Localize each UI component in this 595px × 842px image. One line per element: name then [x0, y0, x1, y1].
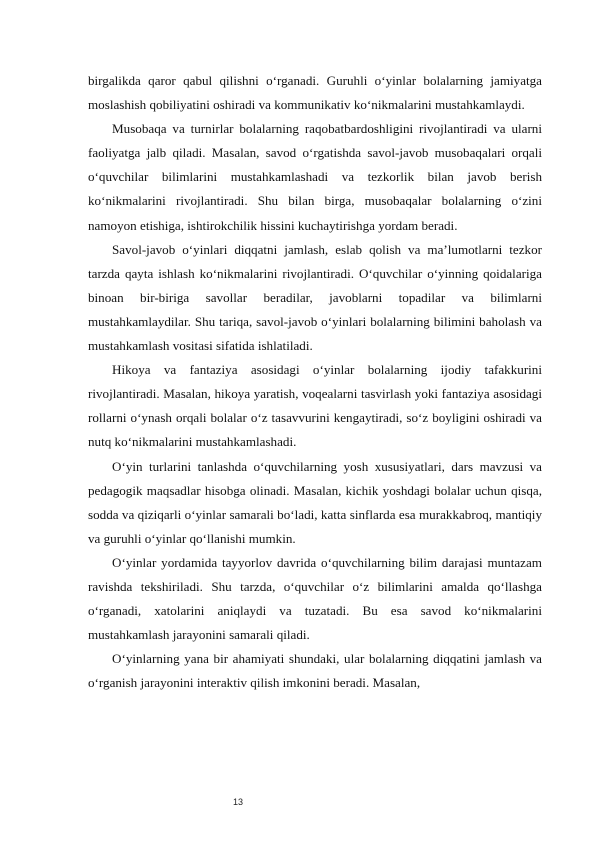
- paragraph-knowledge-checking: O‘yinlar yordamida tayyorlov davrida o‘quvchilarning bilim darajasi muntazam ravishda tekshiriladi. Shu tarzda, o‘quvchilar o‘z bilimlarini amalda qo‘llashga o‘rganadi, xatolarini aniqlaydi va tuzatadi. Bu esa savod ko‘nikmalarini mustahkamlash jarayonini samarali qiladi.: [88, 554, 542, 643]
- paragraph-continuation: birgalikda qaror qabul qilishni o‘rganadi. Guruhli o‘yinlar bolalarning jamiyatga moslashish qobiliyatini oshiradi va kommunikativ ko‘nikmalarini mustahkamlaydi.: [88, 73, 542, 113]
- document-body: [88, 69, 542, 695]
- paragraph-question-answer-games: Savol-javob o‘yinlari diqqatni jamlash, eslab qolish va ma’lumotlarni tezkor tarzda qayta ishlash ko‘nikmalarini rivojlantiradi. O‘quvchilar o‘yinning qoidalariga binoan bir-biriga savollar beradilar, javoblarni topadilar va bilimlarni mustahkamlaydilar. Shu tariqa, savol-javob o‘yinlari bolalarning bilimini baholash va mustahkamlash vositasi sifatida ishlatiladi.: [88, 241, 542, 354]
- paragraph-game-selection: O‘yin turlarini tanlashda o‘quvchilarning yosh xususiyatlari, dars mavzusi va pedagogik maqsadlar hisobga olinadi. Masalan, kichik yoshdagi bolalar uchun qisqa, sodda va qiziqarli o‘yinlar samarali bo‘ladi, katta sinflarda esa murakkabroq, mantiqiy va guruhli o‘yinlar qo‘llanishi mumkin.: [88, 458, 542, 546]
- page-number: 13: [233, 797, 244, 807]
- paragraph-competitions: Musobaqa va turnirlar bolalarning raqobatbardoshligini rivojlantiradi va ularni faoliyatga jalb qiladi. Masalan, savod o‘rgatishda savol-javob musobaqalari orqali o‘quvchilar bilimlarini mustahkamlashadi va tezkorlik bilan javob berish ko‘nikmalarini rivojlantiradi. Shu bilan birga, musobaqalar bolalarning o‘zini namoyon etishiga, ishtirokchilik hissini kuchaytirishga yordam beradi.: [88, 121, 542, 233]
- paragraph-story-fantasy-games: Hikoya va fantaziya asosidagi o‘yinlar bolalarning ijodiy tafakkurini rivojlantiradi. Masalan, hikoya yaratish, voqealarni tasvirlash yoki fantaziya asosidagi rollarni o‘ynash orqali bolalar o‘z tasavvurini kengaytiradi, so‘z boyligini oshiradi va nutq ko‘nikmalarini mustahkamlashadi.: [88, 362, 542, 450]
- paragraph-attention-focus: O‘yinlarning yana bir ahamiyati shundaki, ular bolalarning diqqatini jamlash va o‘rganish jarayonini interaktiv qilish imkonini beradi. Masalan,: [88, 651, 542, 691]
